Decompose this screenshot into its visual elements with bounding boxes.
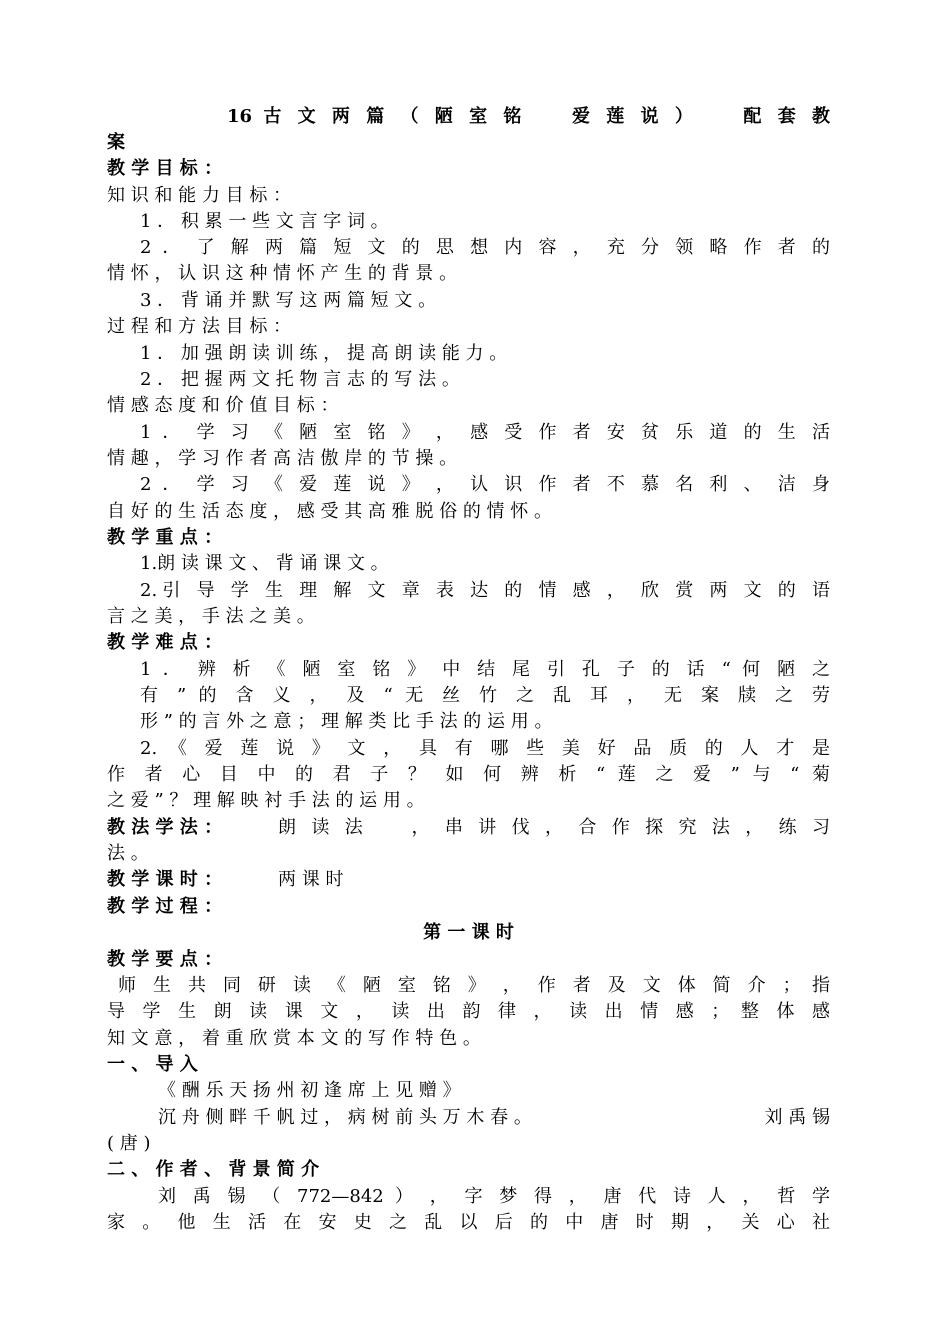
section-intro-heading: 一 、 导 入	[107, 1054, 198, 1075]
goals-heading: 教 学 目 标 ：	[107, 158, 223, 179]
emotion-item-1-line2: 情 趣 ， 学 习 作 者 高 洁 傲 岸 的 节 操 。	[107, 448, 458, 469]
knowledge-item-2-line2: 情 怀 ， 认 识 这 种 情 怀 产 生 的 背 景 。	[107, 263, 458, 284]
difficulty-1-line2: 有 ” 的 含 义 ， 及 “ 无 丝 竹 之 乱 耳 ， 无 案 牍 之 劳	[140, 685, 830, 706]
method-text-line2: 法 。	[107, 843, 149, 864]
emotion-heading: 情 感 态 度 和 价 值 目 标 ：	[107, 395, 339, 416]
process-item-1: 1 ． 加 强 朗 读 训 练 ， 提 高 朗 读 能 力 。	[140, 343, 508, 364]
emotion-item-2-line1: 2 ． 学 习 《 爱 莲 说 》 ， 认 识 作 者 不 慕 名 利 、 洁 身	[140, 474, 830, 495]
background-line2: 家 。 他 生 活 在 安 史 之 乱 以 后 的 中 唐 时 期 ， 关 心 社	[107, 1212, 830, 1233]
poem-dynasty: ( 唐 )	[107, 1133, 151, 1154]
process-item-2: 2 ． 把 握 两 文 托 物 言 志 的 写 法 。	[140, 369, 460, 390]
lesson-1-heading: 第 一 课 时	[423, 922, 514, 943]
knowledge-heading: 知 识 和 能 力 目 标 ：	[107, 185, 292, 206]
key-point-1: 1.朗 读 课 文 、 背 诵 课 文 。	[140, 553, 389, 574]
difficulty-2-line3: 之 爱 ” ？ 理 解 映 衬 手 法 的 运 用 。	[107, 790, 425, 811]
teaching-points-heading: 教 学 要 点 ：	[107, 949, 223, 970]
key-point-2-line2: 言 之 美 ， 手 法 之 美 。	[107, 606, 315, 627]
teaching-process-heading: 教 学 过 程 ：	[107, 896, 223, 917]
difficulty-2-line2: 作 者 心 目 中 的 君 子 ？ 如 何 辨 析 “ 莲 之 爱 ” 与 “ 菊	[107, 764, 830, 785]
difficulty-1-line1: 1 ． 辨 析 《 陋 室 铭 》 中 结 尾 引 孔 子 的 话 “ 何 陋 之	[140, 659, 830, 680]
poem-author: 刘 禹 锡	[764, 1107, 830, 1128]
emotion-item-1-line1: 1 ． 学 习 《 陋 室 铭 》 ， 感 受 作 者 安 贫 乐 道 的 生 活	[140, 422, 830, 443]
hours-text: 两 课 时	[278, 869, 344, 890]
doc-title-line2: 案	[107, 132, 125, 153]
knowledge-item-2-line1: 2 ． 了 解 两 篇 短 文 的 思 想 内 容 ， 充 分 领 略 作 者 的	[140, 237, 830, 258]
emotion-item-2-line2: 自 好 的 生 活 态 度 ， 感 受 其 高 雅 脱 俗 的 情 怀 。	[107, 501, 552, 522]
background-line1: 刘 禹 锡 （ 772—842 ） ， 字 梦 得 ， 唐 代 诗 人 ， 哲 学	[158, 1186, 830, 1207]
difficulty-2-line1: 2. 《 爱 莲 说 》 文 ， 具 有 哪 些 美 好 品 质 的 人 才 是	[140, 738, 830, 759]
difficulty-1-line3: 形 ” 的 言 外 之 意 ； 理 解 类 比 手 法 的 运 用 。	[140, 711, 553, 732]
doc-title-line1: 16 古 文 两 篇 （ 陋 室 铭 爱 莲 说 ） 配 套 教	[227, 106, 830, 127]
knowledge-item-3: 3 ． 背 诵 并 默 写 这 两 篇 短 文 。	[140, 290, 437, 311]
teaching-points-line1: 师 生 共 同 研 读 《 陋 室 铭 》 ， 作 者 及 文 体 简 介 ； 指	[118, 975, 830, 996]
method-text: 朗 读 法 ， 串 讲 伐 ， 合 作 探 究 法 ， 练 习	[278, 817, 830, 838]
poem-title: 《 酬 乐 天 扬 州 初 逢 席 上 见 赠 》	[158, 1080, 461, 1101]
teaching-points-line3: 知 文 意 ， 着 重 欣 赏 本 文 的 写 作 特 色 。	[107, 1028, 481, 1049]
section-background-heading: 二 、 作 者 、 背 景 简 介	[107, 1159, 320, 1180]
process-heading: 过 程 和 方 法 目 标 ：	[107, 316, 292, 337]
difficulty-heading: 教 学 难 点 ：	[107, 632, 223, 653]
teaching-points-line2: 导 学 生 朗 读 课 文 ， 读 出 韵 律 ， 读 出 情 感 ； 整 体 感	[107, 1001, 830, 1022]
key-point-2-line1: 2.引 导 学 生 理 解 文 章 表 达 的 情 感 ， 欣 赏 两 文 的 语	[140, 580, 830, 601]
hours-label: 教 学 课 时 ：	[107, 869, 223, 890]
method-label: 教 法 学 法 ：	[107, 817, 223, 838]
knowledge-item-1: 1 ． 积 累 一 些 文 言 字 词 。	[140, 211, 389, 232]
key-points-heading: 教 学 重 点 ：	[107, 527, 223, 548]
poem-line: 沉 舟 侧 畔 千 帆 过 ， 病 树 前 头 万 木 春 。	[158, 1107, 532, 1128]
